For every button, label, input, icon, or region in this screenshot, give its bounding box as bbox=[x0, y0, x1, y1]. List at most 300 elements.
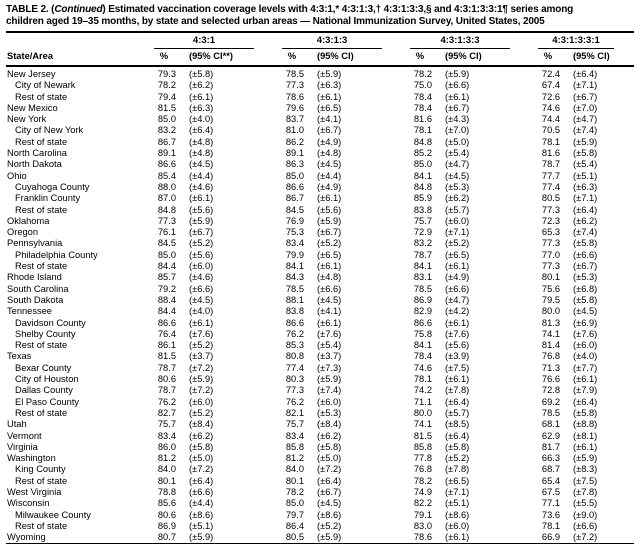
state-area-label: Rest of state bbox=[15, 520, 68, 531]
confidence-interval: (±4.9) bbox=[317, 181, 342, 192]
confidence-interval: (±4.7) bbox=[573, 114, 598, 125]
confidence-interval: (±7.5) bbox=[445, 362, 470, 373]
coverage-percent: 78.2 bbox=[285, 486, 304, 497]
coverage-percent: 86.6 bbox=[285, 181, 304, 192]
coverage-percent: 78.2 bbox=[413, 475, 432, 486]
confidence-interval: (±6.7) bbox=[573, 91, 598, 102]
coverage-percent: 79.3 bbox=[157, 69, 176, 79]
table-row bbox=[6, 284, 634, 295]
state-area-label: Oklahoma bbox=[7, 215, 50, 226]
confidence-interval: (±7.3) bbox=[317, 362, 342, 373]
coverage-percent: 77.7 bbox=[541, 170, 561, 181]
ci-header-2: (95% CI) bbox=[310, 49, 402, 66]
confidence-interval: (±5.8) bbox=[573, 148, 598, 159]
coverage-percent: 80.0 bbox=[413, 407, 432, 418]
coverage-percent: 87.0 bbox=[157, 193, 176, 204]
confidence-interval: (±6.6) bbox=[189, 283, 214, 294]
confidence-interval: (±6.6) bbox=[573, 520, 598, 531]
ci-header-3: (95% CI) bbox=[438, 49, 530, 66]
confidence-interval: (±6.3) bbox=[317, 80, 342, 91]
coverage-percent: 78.6 bbox=[413, 532, 432, 543]
coverage-percent: 83.1 bbox=[413, 272, 432, 283]
table-row bbox=[6, 306, 634, 317]
coverage-percent: 80.8 bbox=[285, 351, 304, 362]
coverage-percent: 80.5 bbox=[541, 193, 561, 204]
coverage-percent: 85.0 bbox=[157, 249, 176, 260]
confidence-interval: (±7.6) bbox=[317, 328, 342, 339]
confidence-interval: (±6.1) bbox=[189, 317, 214, 328]
state-area-label: Rest of state bbox=[15, 261, 68, 272]
coverage-percent: 78.7 bbox=[541, 159, 561, 170]
coverage-percent: 77.4 bbox=[541, 181, 561, 192]
confidence-interval: (±5.4) bbox=[317, 340, 342, 351]
table-title bbox=[6, 4, 634, 28]
coverage-percent: 81.6 bbox=[541, 148, 561, 159]
table-row bbox=[6, 216, 634, 227]
table-row bbox=[6, 318, 634, 329]
confidence-interval: (±6.1) bbox=[317, 261, 342, 272]
confidence-interval: (±4.4) bbox=[189, 498, 214, 509]
coverage-percent: 80.6 bbox=[157, 374, 176, 385]
confidence-interval: (±4.4) bbox=[317, 170, 342, 181]
coverage-percent: 89.1 bbox=[285, 148, 304, 159]
coverage-percent: 81.5 bbox=[157, 351, 176, 362]
table-row bbox=[6, 419, 634, 430]
confidence-interval: (±6.1) bbox=[189, 91, 214, 102]
coverage-percent: 85.0 bbox=[285, 170, 304, 181]
confidence-interval: (±4.0) bbox=[189, 306, 214, 317]
table-row bbox=[6, 103, 634, 114]
confidence-interval: (±6.1) bbox=[573, 374, 598, 385]
confidence-interval: (±6.1) bbox=[573, 441, 598, 452]
confidence-interval: (±4.9) bbox=[445, 272, 470, 283]
coverage-percent: 77.8 bbox=[413, 453, 432, 464]
coverage-percent: 78.1 bbox=[413, 125, 432, 136]
confidence-interval: (±5.6) bbox=[189, 204, 214, 215]
coverage-percent: 66.3 bbox=[541, 453, 561, 464]
confidence-interval: (±5.3) bbox=[573, 272, 598, 283]
state-area-label: Utah bbox=[7, 419, 27, 430]
coverage-percent: 88.0 bbox=[157, 181, 176, 192]
state-area-label: Rhode Island bbox=[7, 272, 62, 283]
state-area-label: Wyoming bbox=[7, 532, 46, 543]
coverage-percent: 75.3 bbox=[285, 227, 304, 238]
coverage-percent: 72.9 bbox=[413, 227, 432, 238]
confidence-interval: (±5.7) bbox=[445, 407, 470, 418]
confidence-interval: (±4.8) bbox=[317, 148, 342, 159]
confidence-interval: (±6.2) bbox=[189, 80, 214, 91]
state-area-label: New Mexico bbox=[7, 102, 58, 113]
state-area-label: Rest of state bbox=[15, 340, 68, 351]
coverage-percent: 76.8 bbox=[541, 351, 561, 362]
confidence-interval: (±4.0) bbox=[189, 114, 214, 125]
coverage-percent: 77.3 bbox=[157, 215, 176, 226]
ci-header-1: (95% CI**) bbox=[182, 49, 274, 66]
coverage-percent: 84.8 bbox=[413, 181, 432, 192]
confidence-interval: (±5.2) bbox=[445, 453, 470, 464]
confidence-interval: (±7.1) bbox=[573, 80, 598, 91]
coverage-percent: 84.0 bbox=[157, 464, 176, 475]
confidence-interval: (±6.7) bbox=[317, 125, 342, 136]
pct-header-4: % bbox=[530, 49, 566, 66]
coverage-percent: 83.2 bbox=[413, 238, 432, 249]
state-area-label: El Paso County bbox=[15, 396, 80, 407]
coverage-percent: 67.5 bbox=[541, 486, 561, 497]
coverage-percent: 75.7 bbox=[157, 419, 176, 430]
confidence-interval: (±8.4) bbox=[189, 419, 214, 430]
table-row bbox=[6, 238, 634, 249]
coverage-percent: 79.6 bbox=[285, 102, 304, 113]
coverage-percent: 77.1 bbox=[541, 498, 561, 509]
group-header-4-3-1-3-3-1: 4:3:1:3:3:1 bbox=[530, 32, 634, 49]
coverage-percent: 77.3 bbox=[285, 385, 304, 396]
coverage-percent: 81.3 bbox=[541, 317, 561, 328]
confidence-interval: (±5.3) bbox=[445, 181, 470, 192]
confidence-interval: (±6.6) bbox=[445, 80, 470, 91]
table-row bbox=[6, 397, 634, 408]
coverage-percent: 86.3 bbox=[285, 159, 304, 170]
table-row bbox=[6, 408, 634, 419]
confidence-interval: (±6.7) bbox=[189, 227, 214, 238]
confidence-interval: (±5.8) bbox=[317, 441, 342, 452]
state-area-label: New Jersey bbox=[7, 69, 56, 79]
confidence-interval: (±6.7) bbox=[317, 486, 342, 497]
coverage-percent: 85.4 bbox=[157, 170, 176, 181]
pct-header-2: % bbox=[274, 49, 310, 66]
confidence-interval: (±6.4) bbox=[445, 396, 470, 407]
coverage-percent: 83.7 bbox=[285, 114, 304, 125]
confidence-interval: (±6.8) bbox=[573, 283, 598, 294]
coverage-percent: 75.7 bbox=[285, 419, 304, 430]
coverage-percent: 74.4 bbox=[541, 114, 561, 125]
coverage-percent: 71.3 bbox=[541, 362, 561, 373]
confidence-interval: (±5.2) bbox=[317, 520, 342, 531]
confidence-interval: (±8.5) bbox=[445, 419, 470, 430]
confidence-interval: (±7.5) bbox=[573, 475, 598, 486]
coverage-percent: 78.8 bbox=[157, 486, 176, 497]
coverage-percent: 83.8 bbox=[413, 204, 432, 215]
confidence-interval: (±7.2) bbox=[573, 532, 598, 543]
table-row bbox=[6, 476, 634, 487]
confidence-interval: (±4.8) bbox=[189, 148, 214, 159]
coverage-percent: 80.3 bbox=[285, 374, 304, 385]
confidence-interval: (±7.2) bbox=[189, 464, 214, 475]
confidence-interval: (±7.0) bbox=[445, 125, 470, 136]
coverage-percent: 72.4 bbox=[541, 69, 561, 79]
coverage-percent: 78.5 bbox=[285, 69, 304, 79]
state-area-label: Rest of state bbox=[15, 204, 68, 215]
confidence-interval: (±6.0) bbox=[445, 520, 470, 531]
confidence-interval: (±4.5) bbox=[317, 159, 342, 170]
coverage-percent: 78.1 bbox=[413, 374, 432, 385]
table-row bbox=[6, 159, 634, 170]
group-header-4-3-1-3: 4:3:1:3 bbox=[274, 32, 402, 49]
coverage-percent: 82.2 bbox=[413, 498, 432, 509]
confidence-interval: (±4.1) bbox=[317, 114, 342, 125]
coverage-percent: 78.2 bbox=[413, 69, 432, 79]
confidence-interval: (±5.4) bbox=[573, 159, 598, 170]
coverage-percent: 82.9 bbox=[413, 306, 432, 317]
coverage-percent: 75.6 bbox=[541, 283, 561, 294]
state-area-label: Oregon bbox=[7, 227, 39, 238]
series-group-header-row bbox=[6, 32, 634, 49]
confidence-interval: (±6.6) bbox=[573, 249, 598, 260]
confidence-interval: (±5.9) bbox=[317, 69, 342, 79]
coverage-percent: 79.7 bbox=[285, 509, 304, 520]
confidence-interval: (±5.7) bbox=[445, 204, 470, 215]
confidence-interval: (±5.2) bbox=[189, 407, 214, 418]
coverage-percent: 84.1 bbox=[285, 261, 304, 272]
coverage-percent: 89.1 bbox=[157, 148, 176, 159]
state-area-label: Cuyahoga County bbox=[15, 181, 90, 192]
coverage-percent: 74.6 bbox=[541, 102, 561, 113]
coverage-percent: 78.4 bbox=[413, 102, 432, 113]
coverage-percent: 76.1 bbox=[157, 227, 176, 238]
confidence-interval: (±7.4) bbox=[573, 125, 598, 136]
confidence-interval: (±6.4) bbox=[189, 475, 214, 486]
confidence-interval: (±6.1) bbox=[445, 532, 470, 543]
confidence-interval: (±5.6) bbox=[317, 204, 342, 215]
confidence-interval: (±4.5) bbox=[189, 294, 214, 305]
coverage-percent: 85.0 bbox=[413, 159, 432, 170]
coverage-percent: 80.1 bbox=[541, 272, 561, 283]
coverage-percent: 83.4 bbox=[157, 430, 176, 441]
table-row bbox=[6, 453, 634, 464]
coverage-percent: 85.8 bbox=[413, 441, 432, 452]
confidence-interval: (±4.5) bbox=[317, 294, 342, 305]
coverage-percent: 86.1 bbox=[157, 340, 176, 351]
coverage-percent: 79.9 bbox=[285, 249, 304, 260]
confidence-interval: (±5.8) bbox=[189, 441, 214, 452]
coverage-percent: 74.2 bbox=[413, 385, 432, 396]
state-area-label: Tennessee bbox=[7, 306, 52, 317]
confidence-interval: (±4.5) bbox=[573, 306, 598, 317]
confidence-interval: (±6.1) bbox=[445, 261, 470, 272]
coverage-percent: 75.0 bbox=[413, 80, 432, 91]
coverage-percent: 78.7 bbox=[157, 362, 176, 373]
coverage-percent: 72.8 bbox=[541, 385, 561, 396]
confidence-interval: (±7.0) bbox=[573, 102, 598, 113]
pct-header-1: % bbox=[146, 49, 182, 66]
confidence-interval: (±6.3) bbox=[189, 102, 214, 113]
state-area-label: Washington bbox=[7, 453, 56, 464]
coverage-percent: 85.2 bbox=[413, 148, 432, 159]
coverage-percent: 80.0 bbox=[541, 306, 561, 317]
coverage-percent: 78.4 bbox=[413, 91, 432, 102]
coverage-percent: 83.8 bbox=[285, 306, 304, 317]
coverage-percent: 86.6 bbox=[413, 317, 432, 328]
confidence-interval: (±7.4) bbox=[317, 385, 342, 396]
coverage-percent: 76.2 bbox=[157, 396, 176, 407]
coverage-percent: 86.4 bbox=[285, 520, 304, 531]
coverage-percent: 77.4 bbox=[285, 362, 304, 373]
coverage-percent: 75.7 bbox=[413, 215, 432, 226]
confidence-interval: (±5.8) bbox=[573, 407, 598, 418]
confidence-interval: (±8.6) bbox=[317, 509, 342, 520]
coverage-percent: 84.3 bbox=[285, 272, 304, 283]
confidence-interval: (±5.1) bbox=[573, 170, 598, 181]
state-area-label: City of Newark bbox=[15, 80, 76, 91]
confidence-interval: (±7.6) bbox=[573, 328, 598, 339]
coverage-percent: 66.9 bbox=[541, 532, 561, 543]
confidence-interval: (±5.2) bbox=[189, 238, 214, 249]
confidence-interval: (±6.4) bbox=[573, 204, 598, 215]
coverage-percent: 84.4 bbox=[157, 306, 176, 317]
table-row bbox=[6, 125, 634, 136]
confidence-interval: (±3.7) bbox=[317, 351, 342, 362]
confidence-interval: (±5.9) bbox=[317, 532, 342, 543]
state-area-label: North Dakota bbox=[7, 159, 62, 170]
table-row bbox=[6, 510, 634, 521]
coverage-percent: 78.5 bbox=[413, 283, 432, 294]
confidence-interval: (±3.7) bbox=[189, 351, 214, 362]
table-row bbox=[6, 329, 634, 340]
state-area-label: Pennsylvania bbox=[7, 238, 63, 249]
coverage-percent: 88.1 bbox=[285, 294, 304, 305]
confidence-interval: (±6.4) bbox=[445, 430, 470, 441]
confidence-interval: (±7.1) bbox=[573, 193, 598, 204]
confidence-interval: (±7.8) bbox=[573, 486, 598, 497]
coverage-percent: 86.6 bbox=[285, 317, 304, 328]
coverage-percent: 77.3 bbox=[541, 204, 561, 215]
coverage-percent: 69.2 bbox=[541, 396, 561, 407]
table-row bbox=[6, 340, 634, 351]
coverage-percent: 79.4 bbox=[157, 91, 176, 102]
confidence-interval: (±5.9) bbox=[573, 136, 598, 147]
coverage-percent: 82.7 bbox=[157, 407, 176, 418]
coverage-percent: 78.2 bbox=[157, 80, 176, 91]
coverage-percent: 77.3 bbox=[541, 261, 561, 272]
state-area-label: Vermont bbox=[7, 430, 42, 441]
confidence-interval: (±5.1) bbox=[189, 520, 214, 531]
coverage-percent: 85.0 bbox=[157, 114, 176, 125]
coverage-percent: 80.1 bbox=[285, 475, 304, 486]
coverage-percent: 86.7 bbox=[285, 193, 304, 204]
confidence-interval: (±3.9) bbox=[445, 351, 470, 362]
area-header-spacer bbox=[6, 32, 146, 49]
confidence-interval: (±4.8) bbox=[317, 272, 342, 283]
confidence-interval: (±4.7) bbox=[445, 159, 470, 170]
confidence-interval: (±4.9) bbox=[317, 136, 342, 147]
ci-header-4: (95% CI) bbox=[566, 49, 634, 66]
coverage-percent: 79.1 bbox=[413, 509, 432, 520]
confidence-interval: (±7.8) bbox=[445, 464, 470, 475]
confidence-interval: (±8.6) bbox=[445, 509, 470, 520]
confidence-interval: (±7.1) bbox=[445, 486, 470, 497]
coverage-percent: 81.5 bbox=[157, 102, 176, 113]
confidence-interval: (±6.1) bbox=[189, 193, 214, 204]
table-row bbox=[6, 521, 634, 532]
state-area-label: Virginia bbox=[7, 441, 38, 452]
confidence-interval: (±7.8) bbox=[445, 385, 470, 396]
coverage-percent: 78.1 bbox=[541, 136, 561, 147]
coverage-percent: 81.2 bbox=[157, 453, 176, 464]
table-row bbox=[6, 114, 634, 125]
confidence-interval: (±6.4) bbox=[317, 475, 342, 486]
coverage-percent: 84.1 bbox=[413, 170, 432, 181]
state-area-label: Rest of state bbox=[15, 407, 68, 418]
coverage-percent: 84.5 bbox=[157, 238, 176, 249]
coverage-percent: 62.9 bbox=[541, 430, 561, 441]
coverage-percent: 67.4 bbox=[541, 80, 561, 91]
confidence-interval: (±4.3) bbox=[445, 114, 470, 125]
table-row bbox=[6, 193, 634, 204]
table-title-continued: Continued bbox=[54, 4, 103, 15]
confidence-interval: (±9.0) bbox=[573, 509, 598, 520]
confidence-interval: (±6.7) bbox=[317, 227, 342, 238]
coverage-percent: 78.1 bbox=[541, 520, 561, 531]
confidence-interval: (±5.4) bbox=[445, 148, 470, 159]
state-area-label: North Carolina bbox=[7, 148, 67, 159]
coverage-percent: 84.5 bbox=[285, 204, 304, 215]
coverage-percent: 78.7 bbox=[157, 385, 176, 396]
coverage-percent: 80.7 bbox=[157, 532, 176, 543]
confidence-interval: (±7.4) bbox=[573, 227, 598, 238]
coverage-percent: 81.4 bbox=[541, 340, 561, 351]
coverage-percent: 83.4 bbox=[285, 430, 304, 441]
table-row bbox=[6, 227, 634, 238]
coverage-percent: 76.6 bbox=[541, 374, 561, 385]
state-area-label: New York bbox=[7, 114, 47, 125]
confidence-interval: (±6.6) bbox=[189, 486, 214, 497]
coverage-percent: 85.7 bbox=[157, 272, 176, 283]
confidence-interval: (±5.9) bbox=[189, 374, 214, 385]
coverage-percent: 76.2 bbox=[285, 328, 304, 339]
coverage-percent: 68.1 bbox=[541, 419, 561, 430]
coverage-percent: 80.5 bbox=[285, 532, 304, 543]
state-area-label: Rest of state bbox=[15, 136, 68, 147]
state-area-label: Ohio bbox=[7, 170, 27, 181]
table-row bbox=[6, 351, 634, 362]
confidence-interval: (±6.0) bbox=[189, 396, 214, 407]
confidence-interval: (±5.1) bbox=[445, 498, 470, 509]
confidence-interval: (±4.1) bbox=[317, 306, 342, 317]
table-row bbox=[6, 385, 634, 396]
confidence-interval: (±8.4) bbox=[317, 419, 342, 430]
coverage-percent: 80.1 bbox=[157, 475, 176, 486]
confidence-interval: (±7.2) bbox=[189, 362, 214, 373]
coverage-percent: 74.1 bbox=[413, 419, 432, 430]
state-area-label: Shelby County bbox=[15, 328, 76, 339]
table-row bbox=[6, 261, 634, 272]
confidence-interval: (±4.0) bbox=[573, 351, 598, 362]
confidence-interval: (±6.6) bbox=[445, 283, 470, 294]
state-area-header: State/Area bbox=[6, 49, 146, 66]
coverage-percent: 86.0 bbox=[157, 441, 176, 452]
coverage-percent: 76.9 bbox=[285, 215, 304, 226]
state-area-label: City of Houston bbox=[15, 374, 79, 385]
table-row bbox=[6, 80, 634, 91]
table-row bbox=[6, 66, 634, 80]
confidence-interval: (±4.6) bbox=[189, 272, 214, 283]
table-row bbox=[6, 272, 634, 283]
table-row bbox=[6, 431, 634, 442]
confidence-interval: (±5.2) bbox=[317, 238, 342, 249]
state-area-label: City of New York bbox=[15, 125, 84, 136]
confidence-interval: (±4.5) bbox=[189, 159, 214, 170]
table-row bbox=[6, 171, 634, 182]
confidence-interval: (±6.2) bbox=[445, 193, 470, 204]
state-area-label: South Carolina bbox=[7, 283, 69, 294]
confidence-interval: (±7.7) bbox=[573, 362, 598, 373]
coverage-percent: 85.3 bbox=[285, 340, 304, 351]
confidence-interval: (±8.8) bbox=[573, 419, 598, 430]
coverage-percent: 77.0 bbox=[541, 249, 561, 260]
confidence-interval: (±5.5) bbox=[573, 498, 598, 509]
confidence-interval: (±5.9) bbox=[189, 532, 214, 543]
confidence-interval: (±6.0) bbox=[573, 340, 598, 351]
confidence-interval: (±5.8) bbox=[573, 238, 598, 249]
